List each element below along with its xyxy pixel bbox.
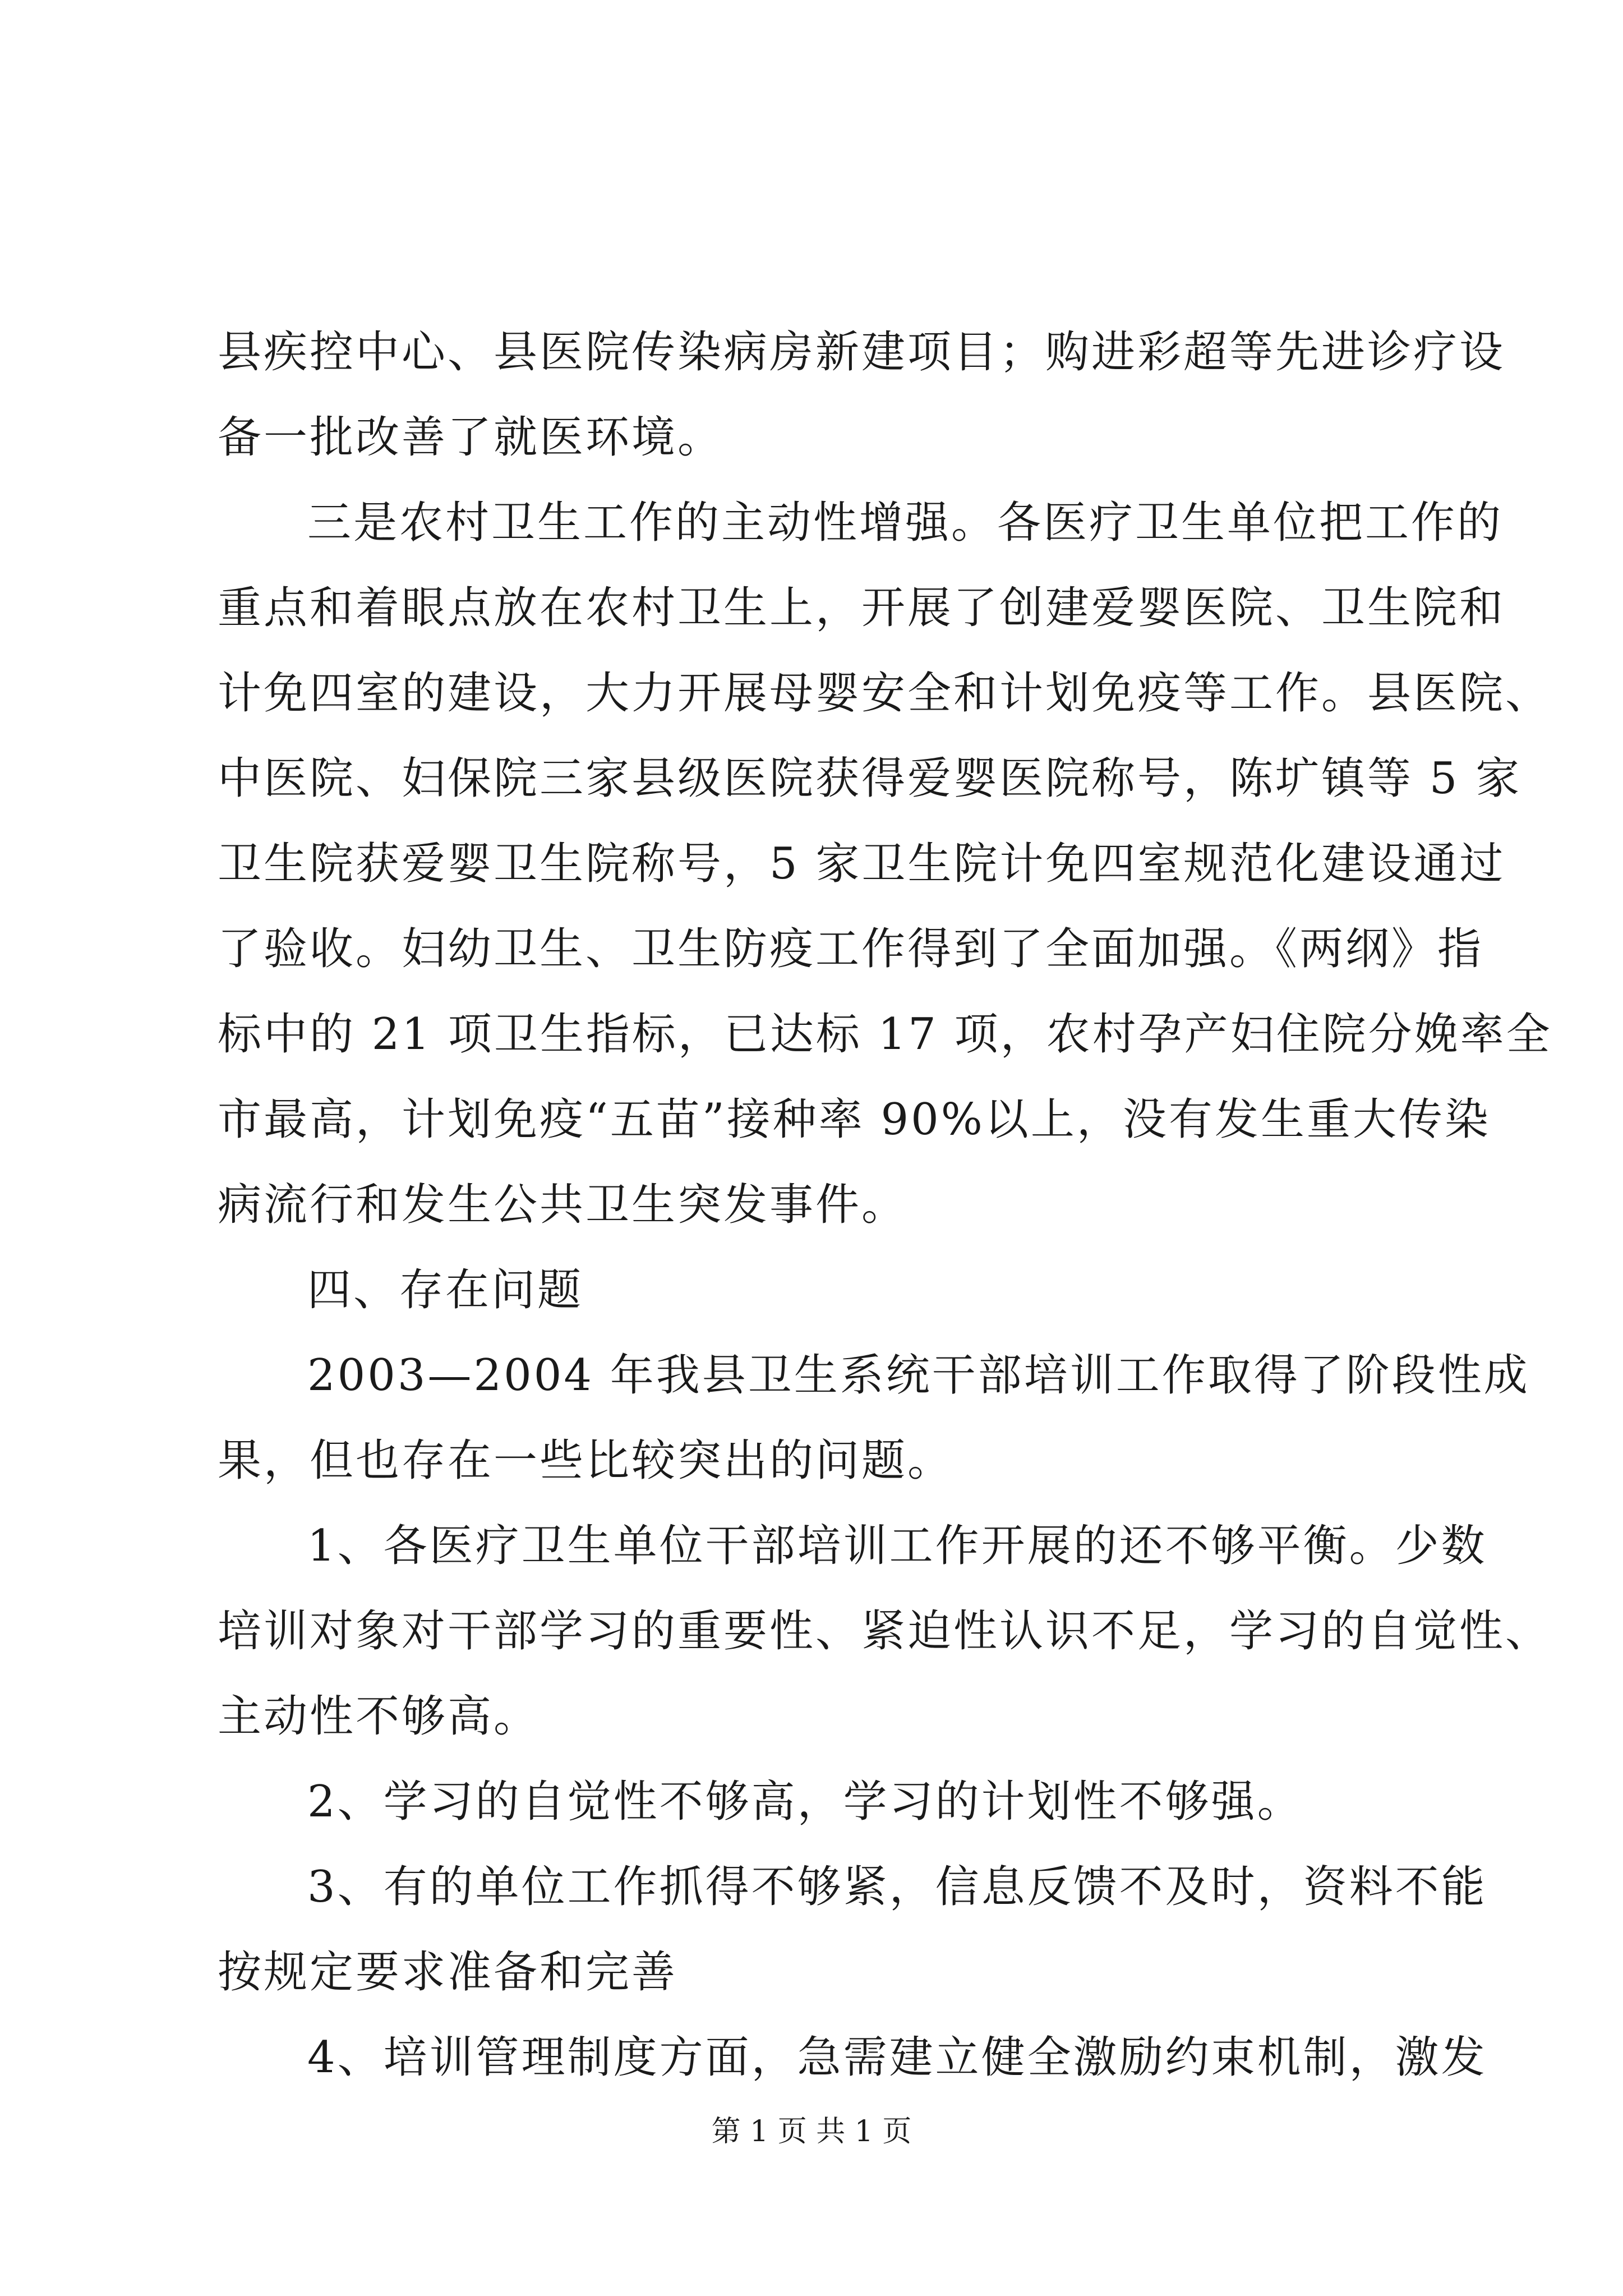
page-footer [0, 2112, 1623, 2151]
paragraph-start-line: 2003—2004 年我县卫生系统干部培训工作取得了阶段性成 [307, 1350, 1530, 1401]
page-number-label: 第 1 页 共 1 页 [711, 2115, 912, 2148]
list-item-line: 4、培训管理制度方面，急需建立健全激励约束机制，激发 [307, 2032, 1487, 2083]
section-heading: 四、存在问题 [307, 1265, 584, 1315]
list-item-line: 3、有的单位工作抓得不够紧，信息反馈不及时，资料不能 [307, 1862, 1487, 1912]
text-line: 县疾控中心、县医院传染病房新建项目；购进彩超等先进诊疗设 [218, 327, 1506, 378]
text-line: 市最高，计划免疫“五苗”接种率 90%以上，没有发生重大传染 [218, 1094, 1491, 1145]
text-line: 卫生院获爱婴卫生院称号，5 家卫生院计免四室规范化建设通过 [218, 839, 1506, 889]
list-item-line: 2、学习的自觉性不够高，学习的计划性不够强。 [307, 1777, 1303, 1827]
text-line: 果，但也存在一些比较突出的问题。 [218, 1435, 954, 1486]
text-line: 了验收。妇幼卫生、卫生防疫工作得到了全面加强。《两纲》指 [218, 924, 1484, 974]
paragraph-start-line: 三是农村卫生工作的主动性增强。各医疗卫生单位把工作的 [307, 498, 1504, 548]
text-line: 重点和着眼点放在农村卫生上，开展了创建爱婴医院、卫生院和 [218, 583, 1506, 633]
text-line: 病流行和发生公共卫生突发事件。 [218, 1180, 908, 1230]
text-line: 培训对象对干部学习的重要性、紧迫性认识不足，学习的自觉性、 [218, 1606, 1552, 1657]
text-line: 主动性不够高。 [218, 1691, 540, 1742]
document-body [218, 310, 1552, 2100]
text-line: 按规定要求准备和完善 [218, 1947, 678, 1998]
list-item-line: 1、各医疗卫生单位干部培训工作开展的还不够平衡。少数 [307, 1521, 1487, 1571]
text-line: 备一批改善了就医环境。 [218, 412, 724, 463]
text-line: 标中的 21 项卫生指标，已达标 17 项，农村孕产妇住院分娩率全 [218, 1009, 1552, 1060]
text-line: 中医院、妇保院三家县级医院获得爱婴医院称号，陈圹镇等 5 家 [218, 753, 1522, 804]
text-line: 计免四室的建设，大力开展母婴安全和计划免疫等工作。县医院、 [218, 668, 1552, 719]
